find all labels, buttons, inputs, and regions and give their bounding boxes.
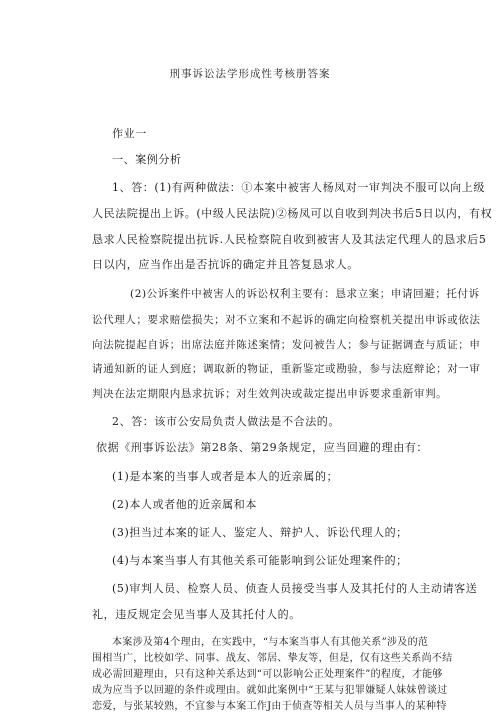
list-item: (3)担当过本案的证人、鉴定人、辩护人、诉讼代理人的；	[112, 526, 408, 539]
para5-line: 本案涉及第4个理由，在实践中，“与本案当事人有其他关系”涉及的范	[112, 637, 429, 648]
subsection-heading: 一、案例分析	[112, 153, 182, 166]
list-item: (4)与本案当事人有其他关系可能影响到公证处理案件的；	[112, 554, 408, 567]
para5-line: 成为应当予以回避的条件或理由。就如此案例中“王某与犯罪嫌疑人妹妹曾谈过	[92, 685, 448, 696]
answer-2: 2、答：该市公安局负责人做法是不合法的。	[112, 415, 340, 428]
para5-line: 成必需回避理由，只有这种关系达到“可以影响公正处理案件”的程度，才能够	[92, 669, 443, 680]
para2-line: 请通知新的证人到庭；调取新的物证，重新鉴定或勘验，参与法庭辩论；对一审	[92, 363, 481, 375]
para5-line: 围相当广，比校如学、同事、战友、邻居、挚友等，但是，仅有这些关系尚不结	[92, 653, 453, 664]
list-item: (2)本人或者他的近亲属和本	[112, 498, 257, 511]
para2-line: 向法院提起自诉；出席法庭并陈述案情；发问被告人；参与证据调查与质证；申	[92, 339, 481, 351]
para1-line: 日以内，应当作出是否抗诉的确定并且答复恳求人。	[92, 258, 359, 271]
document-title: 刑事诉讼法学形成性考核册答案	[169, 68, 331, 80]
para2-line: (2)公诉案件中被害人的诉讼权利主要有：恳求立案；申请回避；托付诉	[130, 288, 480, 300]
list-item: (5)审判人员、检察人员、侦查人员接受当事人及其托付的人主动请客送	[112, 582, 478, 595]
para5-line: 恋爱，与张某较熟，不宜参与本案工作J由于侦查等相关人员与当事人的某种特	[92, 701, 447, 712]
para1-line: 人民法院提出上诉。(中级人民法院)②杨凤可以自收到判决书后5日以内，有权	[92, 207, 493, 220]
legal-basis: 依据《刑事诉讼法》第28条、第29条规定，应当回避的理由有：	[96, 441, 428, 454]
list-item-continuation: 礼，违反规定会见当事人及其托付人的。	[92, 608, 301, 621]
para1-line: 恳求人民检察院提出抗诉.人民检察院自收到被害人及其法定代理人的恳求后5	[92, 233, 487, 246]
para1-line: 1、答：(1)有两种做法：①本案中被害人杨凤对一审判决不服可以向上级	[112, 181, 485, 194]
para2-line: 判决在法定期限内恳求抗诉；对生效判决或裁定提出申诉要求重新审判。	[92, 388, 448, 400]
section-heading: 作业一	[112, 127, 147, 140]
list-item: (1)是本案的当事人或者是本人的近亲属的；	[112, 470, 339, 483]
para2-line: 讼代理人；要求赔偿损失；对不立案和不起诉的确定向检察机关提出申诉或依法	[92, 314, 481, 326]
